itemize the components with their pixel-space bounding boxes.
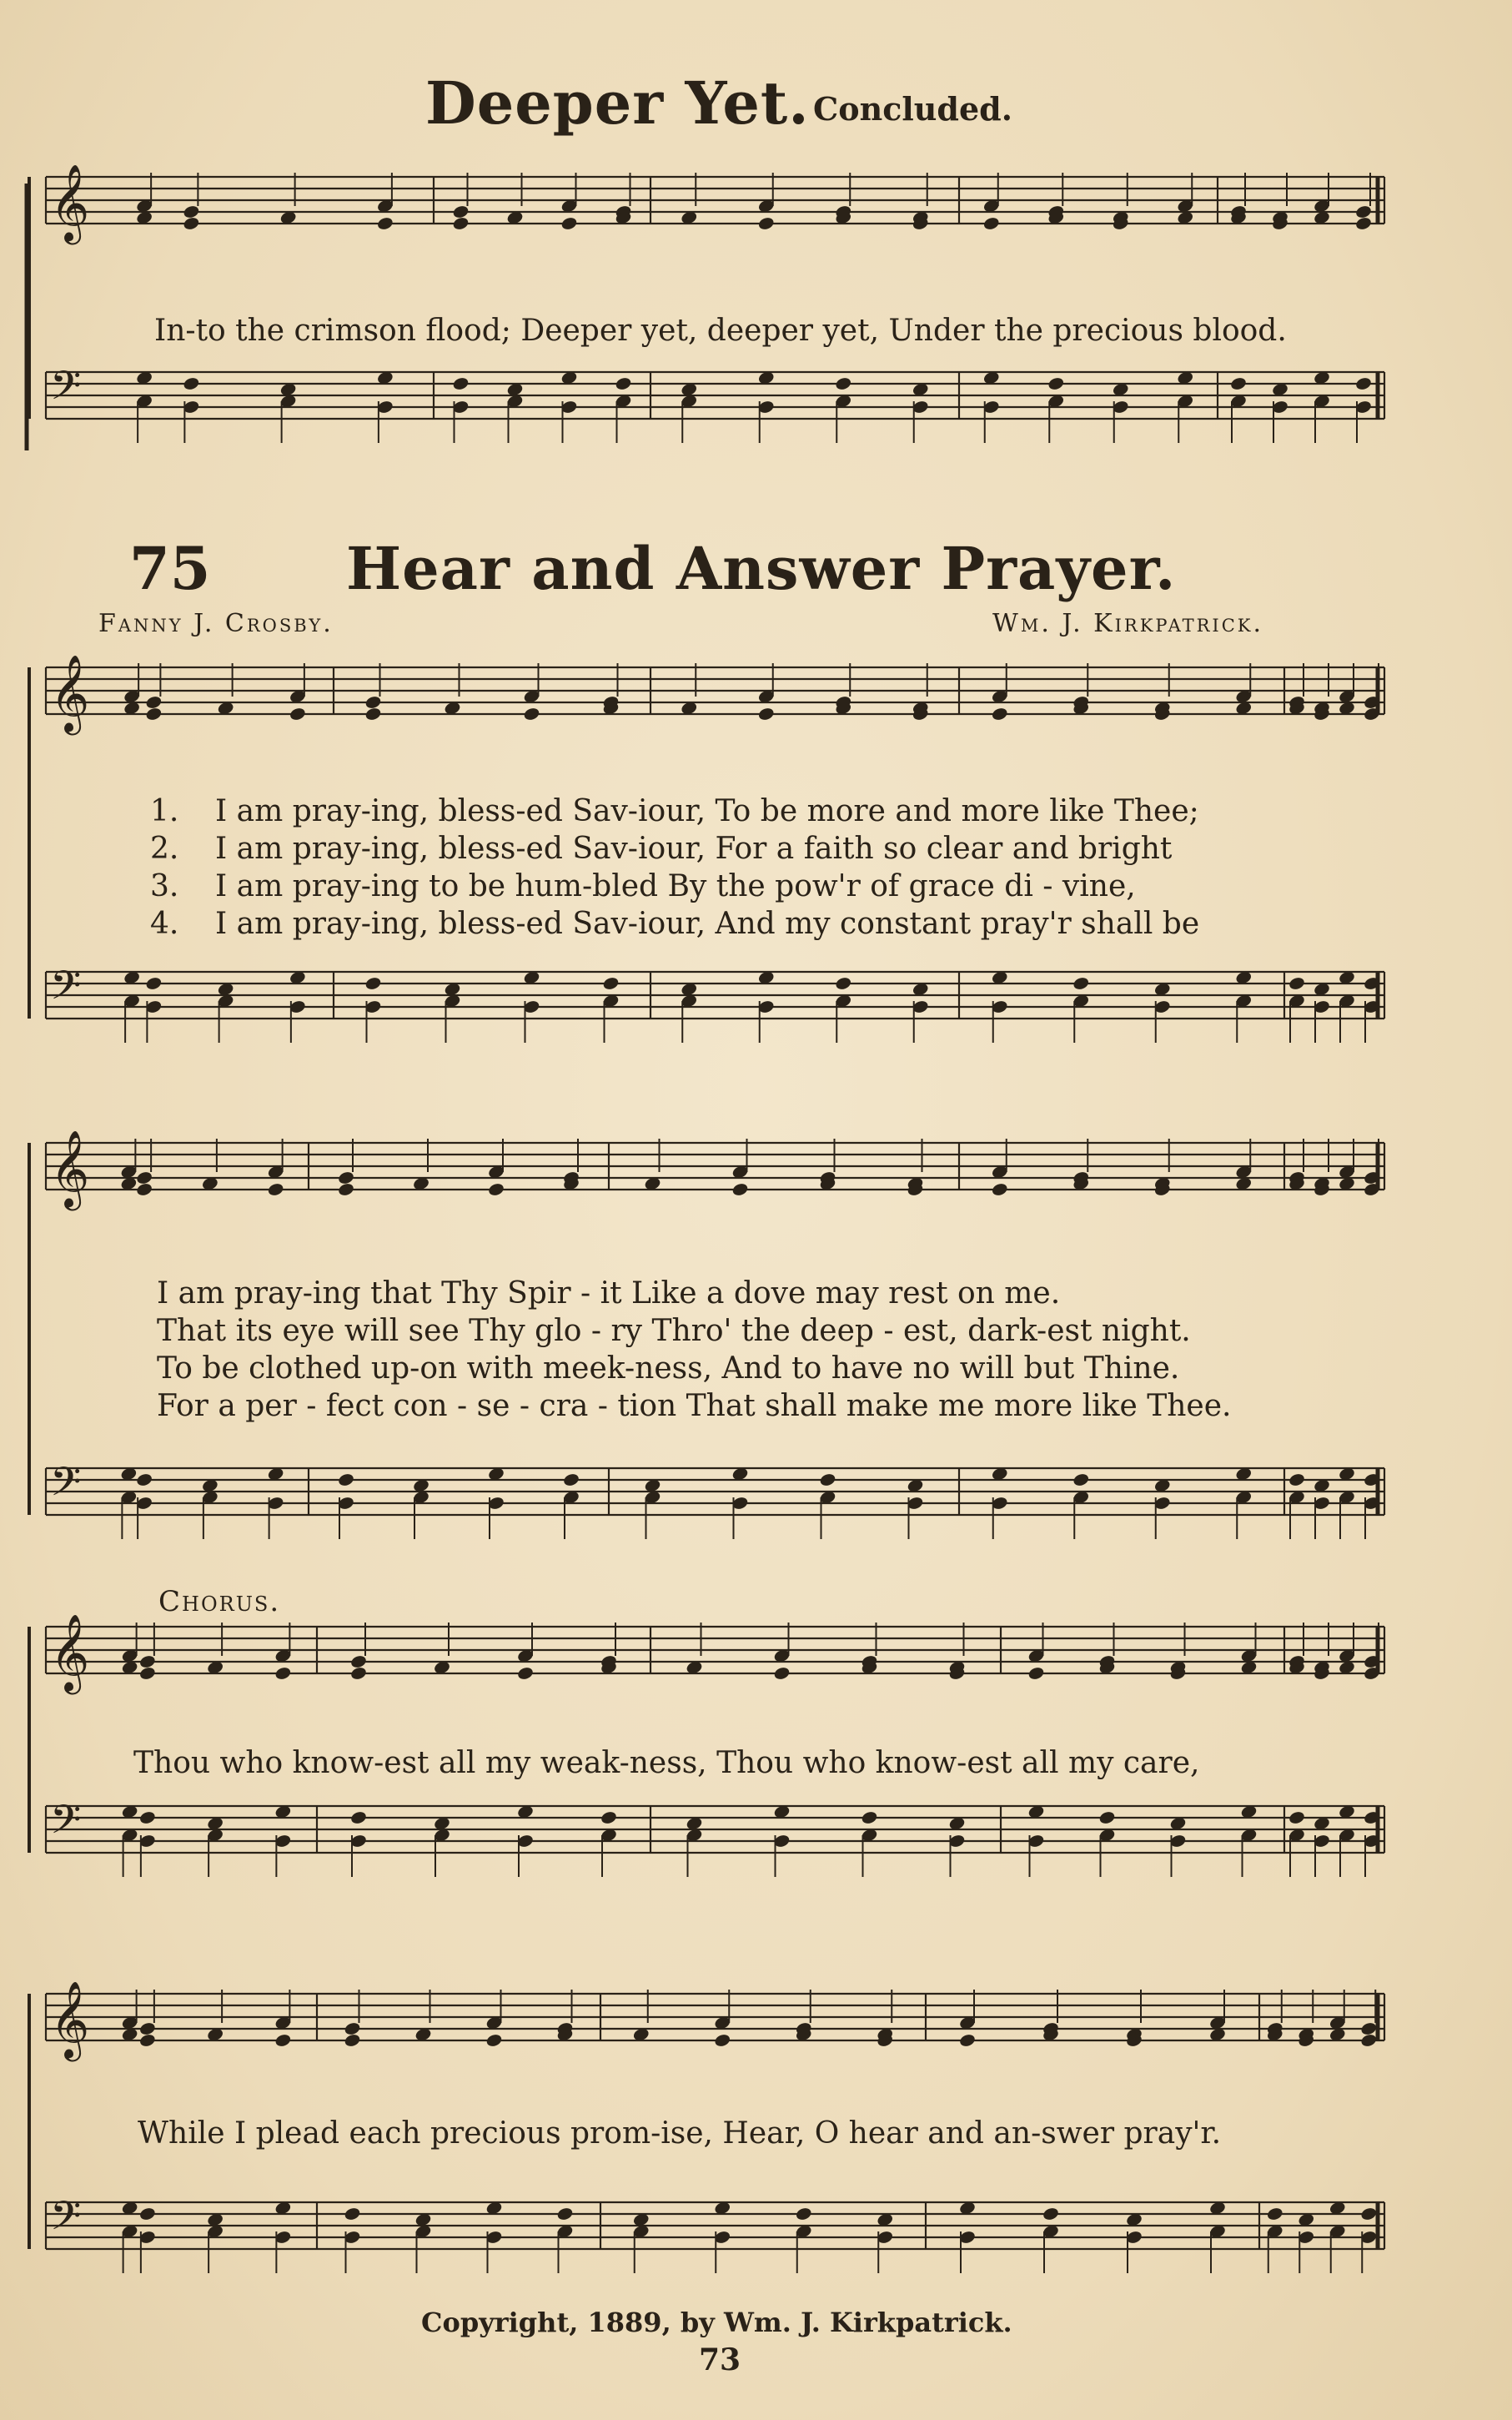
note-head	[1360, 2021, 1378, 2036]
verse-line: I am pray-ing that Thy Spir - it Like a dove may rest on me.	[157, 1276, 1061, 1311]
note-head	[337, 1170, 354, 1185]
page-number: 73	[699, 2342, 741, 2377]
note-head	[138, 1666, 156, 1681]
treble-clef: 𝄞	[50, 1130, 90, 1207]
note-head	[1098, 1810, 1116, 1825]
composer-credit: Wm. J. Kirkpatrick.	[992, 609, 1264, 638]
verse-number: 2.	[150, 832, 179, 866]
note-head	[773, 1666, 791, 1681]
note-head	[267, 1182, 284, 1197]
verse-number: 3.	[150, 869, 179, 903]
note-head	[1072, 1472, 1090, 1487]
note-head	[615, 376, 632, 391]
note-head	[138, 2033, 156, 2048]
note-head	[1288, 976, 1305, 991]
note-head	[138, 2206, 156, 2221]
note-head	[560, 216, 578, 231]
note-head	[757, 216, 775, 231]
note-head	[562, 1472, 580, 1487]
note-head	[138, 2021, 156, 2036]
bass-clef: 𝄢	[50, 1458, 82, 1515]
note-head	[1027, 1666, 1045, 1681]
verse-line: That its eye will see Thy glo - ry Thro' the deep - est, dark-est night.	[157, 1314, 1191, 1348]
note-head	[1288, 1472, 1305, 1487]
note-head	[376, 216, 394, 231]
note-head	[274, 2033, 292, 2048]
note-head	[835, 976, 852, 991]
note-head	[1266, 2206, 1283, 2221]
note-head	[364, 695, 382, 710]
note-head	[337, 1182, 354, 1197]
lyricist-credit: Fanny J. Crosby.	[98, 609, 334, 638]
note-head	[819, 1472, 836, 1487]
note-head	[349, 1666, 367, 1681]
verse-number: 4.	[150, 907, 179, 941]
note-head	[183, 216, 200, 231]
chorus-line: While I plead each precious prom-ise, Hear, O hear and an-swer pray'r.	[138, 2116, 1222, 2151]
note-head	[523, 707, 540, 722]
note-head	[991, 707, 1008, 722]
note-head	[145, 976, 163, 991]
note-head	[1229, 376, 1247, 391]
verse-line: To be clothed up-on with meek-ness, And to have no will but Thine.	[157, 1351, 1180, 1386]
note-head	[958, 2033, 976, 2048]
bass-clef: 𝄢	[50, 1796, 82, 1853]
note-head	[349, 1810, 367, 1825]
chorus-label: Chorus.	[158, 1585, 281, 1618]
note-head	[861, 1810, 878, 1825]
verse-line: I am pray-ing, bless-ed Sav-iour, For a faith so clear and bright	[215, 832, 1173, 866]
note-head	[982, 216, 1000, 231]
note-head	[344, 2021, 361, 2036]
previous-song-lyric: In-to the crimson flood; Deeper yet, deeper yet, Under the precious blood.	[154, 314, 1287, 348]
bass-clef: 𝄢	[50, 362, 82, 419]
treble-clef: 𝄞	[50, 164, 90, 241]
note-head	[1354, 204, 1372, 219]
note-head	[138, 1810, 156, 1825]
note-head	[731, 1182, 749, 1197]
note-head	[145, 695, 163, 710]
note-head	[274, 1666, 292, 1681]
note-head	[795, 2206, 812, 2221]
note-head	[135, 1182, 153, 1197]
treble-clef: 𝄞	[50, 1980, 90, 2058]
note-head	[1072, 976, 1090, 991]
note-head	[452, 216, 470, 231]
verse-number: 1.	[150, 794, 179, 828]
note-head	[1360, 2206, 1378, 2221]
verse-line: For a per - fect con - se - cra - tion That shall make me more like Thee.	[157, 1389, 1232, 1423]
note-head	[364, 976, 382, 991]
hymn-title: Hear and Answer Prayer.	[346, 534, 1177, 603]
note-head	[138, 1654, 156, 1669]
note-head	[183, 204, 200, 219]
note-head	[1354, 376, 1372, 391]
note-head	[556, 2206, 574, 2221]
verse-line: I am pray-ing, bless-ed Sav-iour, To be more and more like Thee;	[215, 794, 1199, 828]
note-head	[135, 1170, 153, 1185]
note-head	[344, 2033, 361, 2048]
note-head	[183, 376, 200, 391]
note-head	[1354, 216, 1372, 231]
treble-clef: 𝄞	[50, 654, 90, 732]
note-head	[1360, 2033, 1378, 2048]
bass-clef: 𝄢	[50, 2192, 82, 2249]
note-head	[1042, 2206, 1059, 2221]
note-head	[835, 376, 852, 391]
verse-line: I am pray-ing, bless-ed Sav-iour, And my constant pray'r shall be	[215, 907, 1200, 941]
treble-clef: 𝄞	[50, 1613, 90, 1691]
previous-song-title: Deeper Yet.	[425, 68, 810, 138]
hymn-number: 75	[129, 534, 211, 603]
note-head	[1288, 1810, 1305, 1825]
note-head	[602, 976, 620, 991]
previous-song-concluded-note: Concluded.	[813, 90, 1012, 128]
note-head	[452, 204, 470, 219]
note-head	[145, 707, 163, 722]
note-head	[337, 1472, 354, 1487]
note-head	[714, 2033, 731, 2048]
note-head	[135, 1472, 153, 1487]
note-head	[344, 2206, 361, 2221]
verse-line: I am pray-ing to be hum-bled By the pow'r of grace di - vine,	[215, 869, 1136, 903]
note-head	[364, 707, 382, 722]
chorus-line: Thou who know-est all my weak-ness, Thou who know-est all my care,	[133, 1746, 1200, 1780]
note-head	[289, 707, 306, 722]
note-head	[487, 1182, 505, 1197]
note-head	[600, 1810, 617, 1825]
note-head	[516, 1666, 534, 1681]
note-head	[1047, 376, 1065, 391]
note-head	[349, 1654, 367, 1669]
note-head	[991, 1182, 1008, 1197]
note-head	[485, 2033, 503, 2048]
copyright-notice: Copyright, 1889, by Wm. J. Kirkpatrick.	[421, 2307, 1012, 2338]
bass-clef: 𝄢	[50, 962, 82, 1019]
note-head	[452, 376, 470, 391]
note-head	[757, 707, 775, 722]
